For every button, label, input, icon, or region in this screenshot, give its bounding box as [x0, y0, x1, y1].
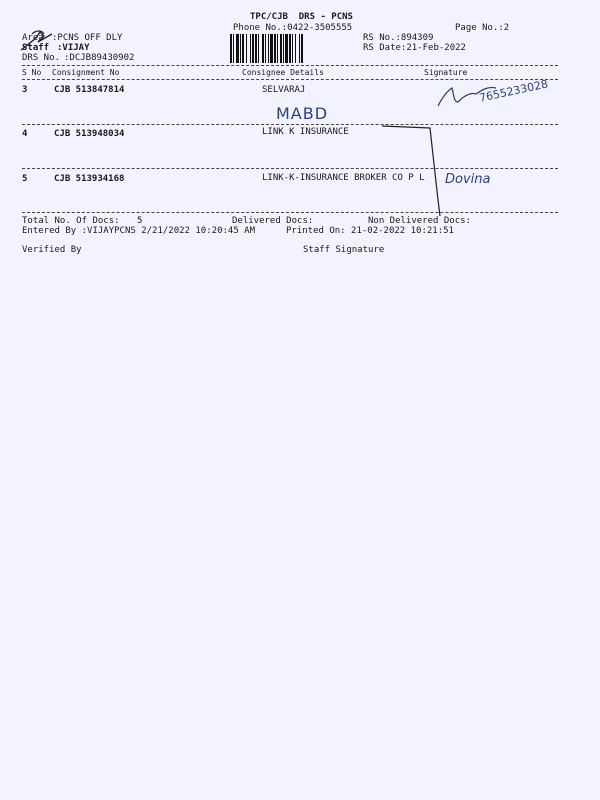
- phone-number: Phone No.:0422-3505555: [233, 23, 353, 33]
- row-sno: 5: [22, 174, 28, 184]
- row-consignment-no: CJB 513948034: [54, 129, 125, 139]
- area-value: :PCNS OFF DLY: [52, 33, 123, 43]
- handwritten-phone: 7655233028: [478, 77, 550, 105]
- drs-value: :DCJB89430902: [64, 53, 135, 63]
- handwritten-signature: Dovina: [445, 172, 491, 187]
- rs-number: RS No.:894309: [363, 33, 434, 43]
- row-consignee: LINK-K-INSURANCE BROKER CO P L: [262, 173, 425, 183]
- column-header-sno: S No: [22, 68, 42, 77]
- column-header-consignment: Consignment No: [52, 68, 120, 77]
- page-number: Page No.:2: [455, 23, 510, 33]
- entered-by: Entered By :VIJAYPCNS 2/21/2022 10:20:45 AM: [22, 226, 255, 236]
- column-header-signature: Signature: [424, 68, 468, 77]
- signature-stroke: [380, 120, 450, 220]
- total-docs-label: Total No. Of Docs:: [22, 216, 120, 226]
- divider: [22, 168, 558, 169]
- drs-label: DRS No.: [22, 53, 60, 63]
- divider: [22, 65, 558, 66]
- divider: [22, 212, 558, 213]
- pen-scribble-icon: [18, 28, 58, 54]
- total-docs-value: 5: [137, 216, 143, 226]
- row-consignee: SELVARAJ: [262, 85, 306, 95]
- rs-date: RS Date:21-Feb-2022: [363, 43, 466, 53]
- printed-on: Printed On: 21-02-2022 10:21:51: [286, 226, 454, 236]
- row-consignment-no: CJB 513934168: [54, 174, 125, 184]
- staff-signature-label: Staff Signature: [303, 245, 385, 255]
- non-delivered-docs-label: Non Delivered Docs:: [368, 216, 471, 226]
- row-consignment-no: CJB 513847814: [54, 85, 125, 95]
- document-title: TPC/CJB DRS - PCNS: [250, 12, 353, 22]
- barcode-bar: [301, 34, 303, 63]
- divider: [22, 124, 558, 125]
- row-consignee: LINK K INSURANCE: [262, 127, 349, 137]
- area-label: Area: [22, 33, 44, 43]
- column-header-consignee: Consignee Details: [242, 68, 324, 77]
- row-sno: 4: [22, 129, 28, 139]
- staff-label: Staff: [22, 43, 50, 53]
- barcode: [230, 34, 355, 63]
- delivered-docs-label: Delivered Docs:: [232, 216, 314, 226]
- row-sno: 3: [22, 85, 28, 95]
- handwritten-stamp-text: MABD: [276, 104, 329, 123]
- verified-by-label: Verified By: [22, 245, 82, 255]
- staff-value: :VIJAY: [57, 43, 90, 53]
